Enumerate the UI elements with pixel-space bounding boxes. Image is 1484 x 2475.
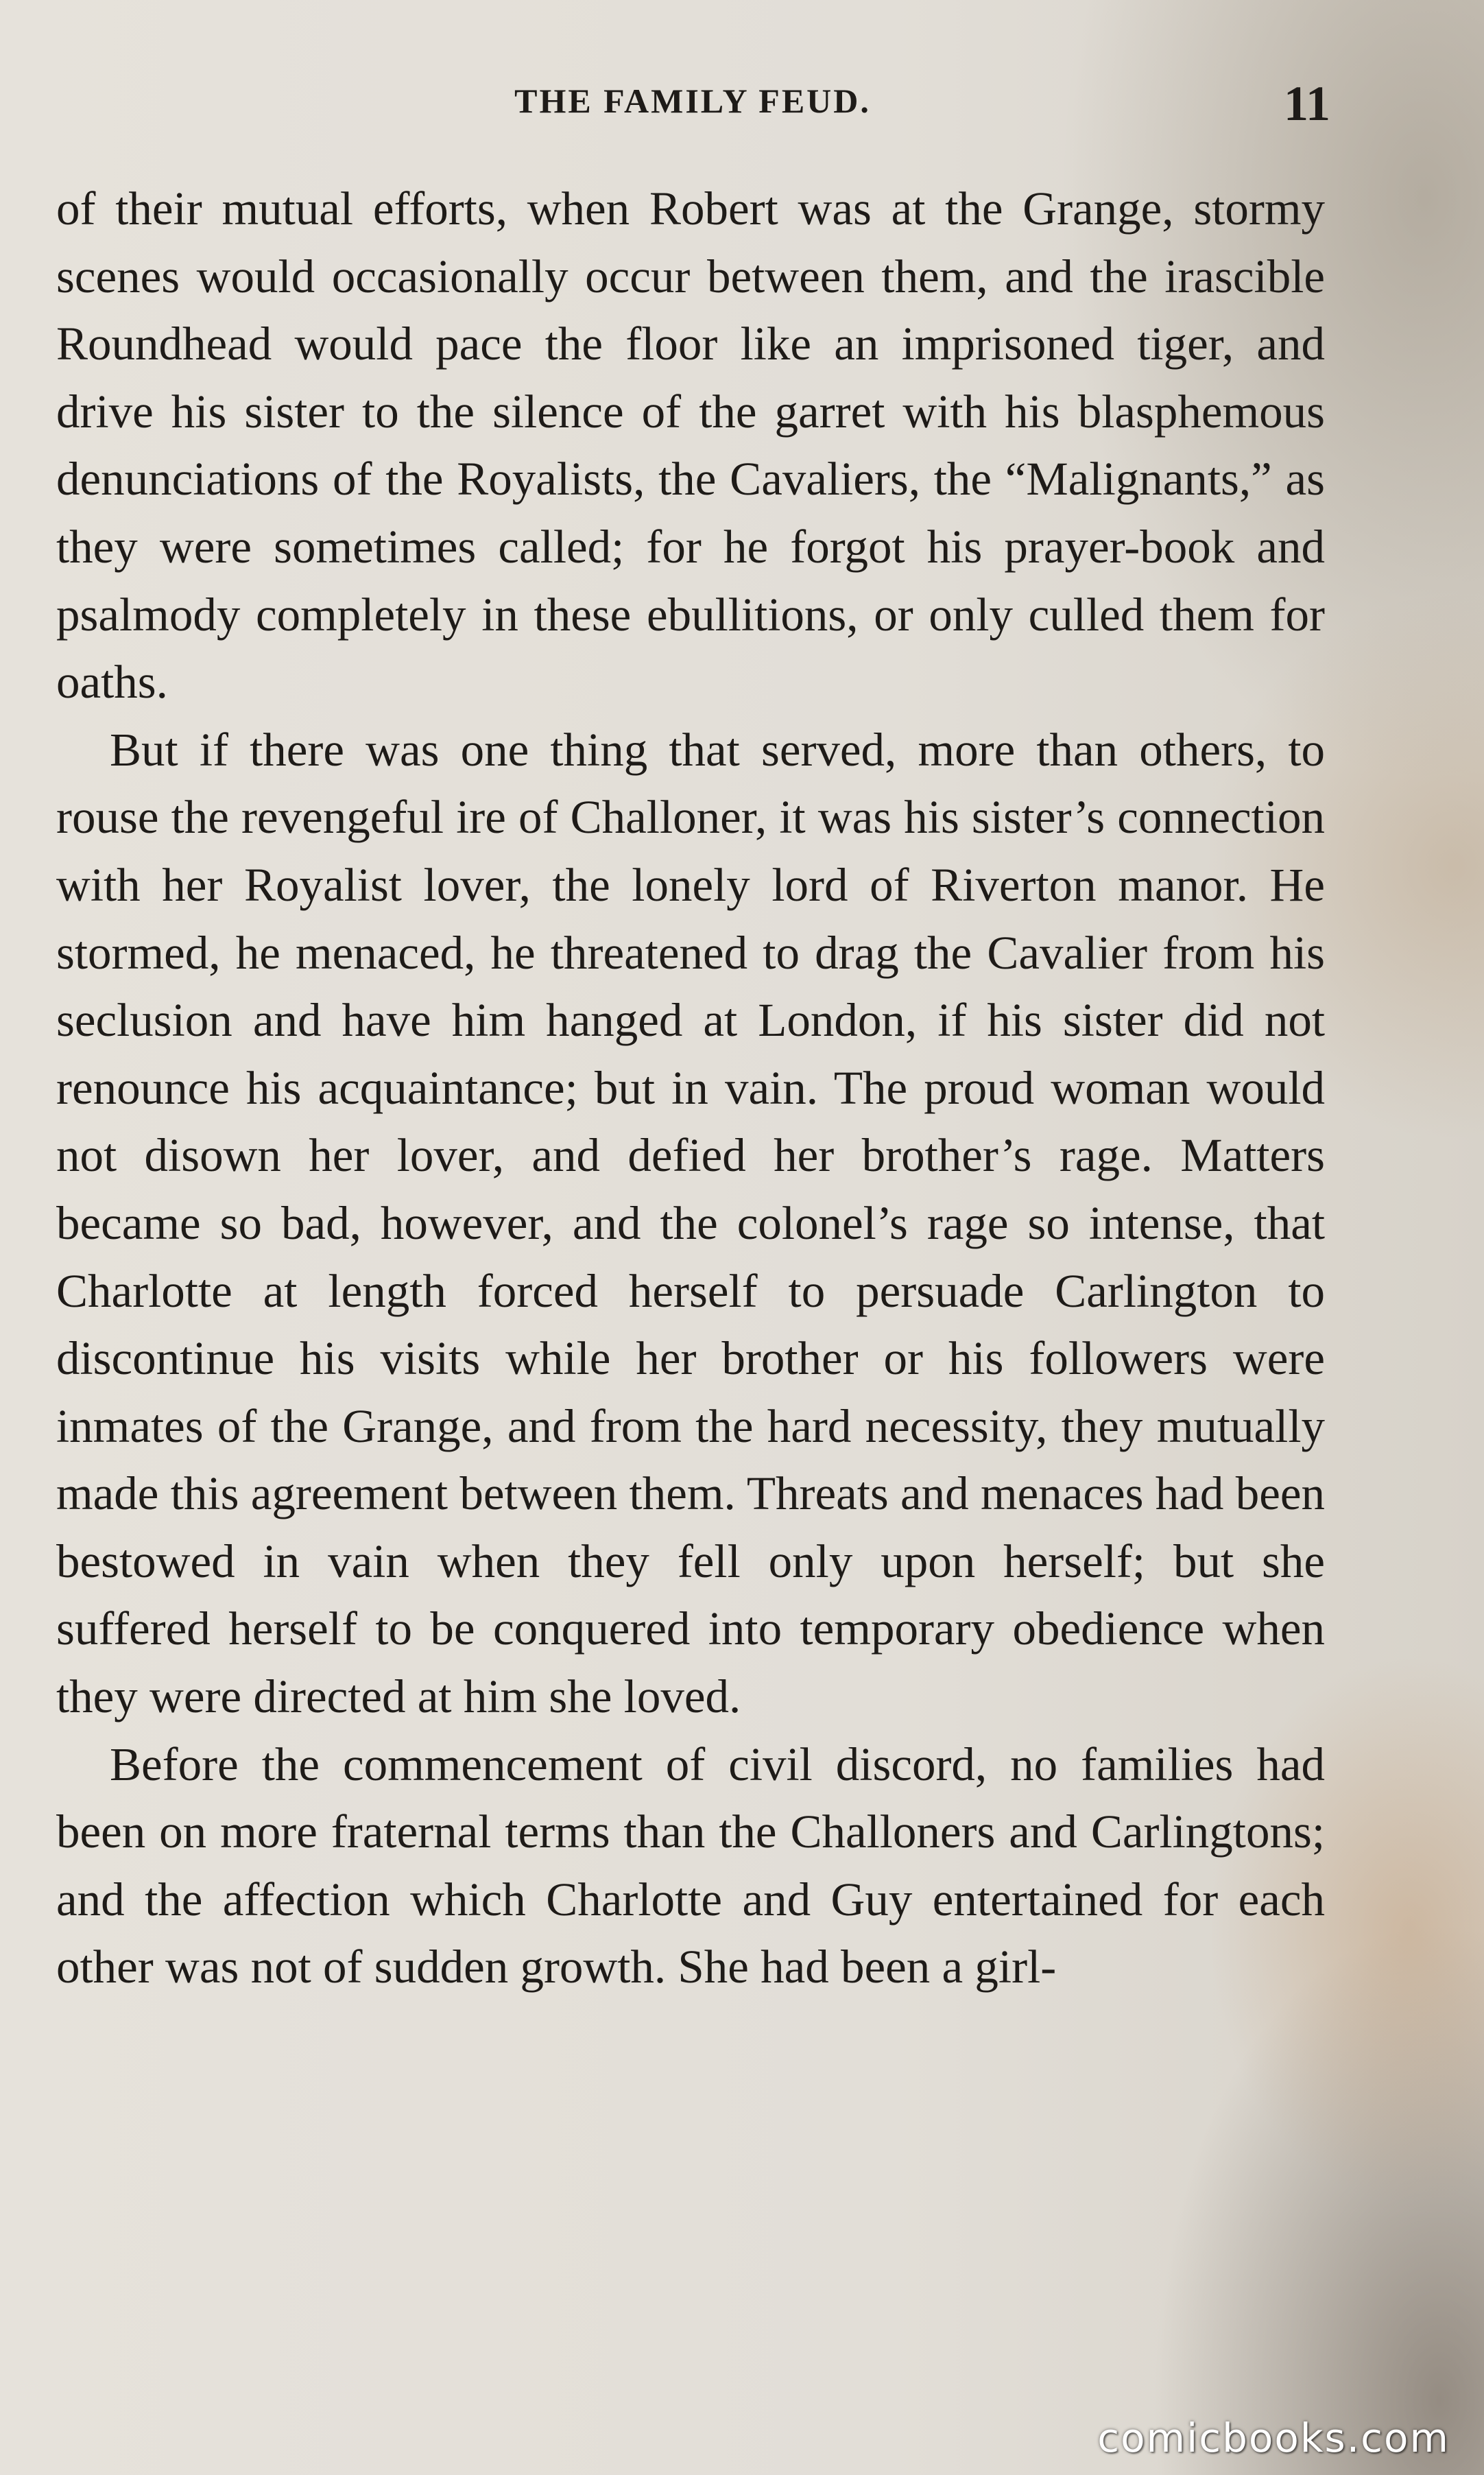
paragraph-3: Before the commencement of civil discord, no families had been on more fraternal terms than the Challoners and Carlingtons; and the affection which Charlotte and Guy entertained for each other was not of sudden growth. She had been a girl- (56, 1738, 1325, 1993)
body-text (56, 175, 1325, 2001)
running-head-title: THE FAMILY FEUD. (514, 82, 871, 120)
paragraph-2: But if there was one thing that served, more than others, to rouse the revengeful ire of Challoner, it was his sister’s connection with her Royalist lover, the lonely lord of Riverton manor. He stormed, he menaced, he threatened to drag the Cavalier from his seclusion and have him hanged at London, if his sister did not renounce his acquaintance; but in vain. The proud woman would not disown her lover, and defied her brother’s rage. Matters became so bad, however, and the colonel’s rage so intense, that Charlotte at length forced herself to persuade Carlington to discontinue his visits while her brother or his followers were inmates of the Grange, and from the hard necessity, they mutually made this agreement between them. Threats and menaces had been bestowed in vain when they fell only upon herself; but she suffered herself to be conquered into temporary obedience when they were directed at him she loved. (56, 723, 1325, 1723)
running-head (55, 75, 1330, 137)
page-number: 11 (1283, 76, 1330, 131)
paragraph-1: of their mutual efforts, when Robert was at the Grange, stormy scenes would occasionally occur between them, and the irascible Roundhead would pace the floor like an imprisoned tiger, and drive his sister to the silence of the garret with his blasphemous denunciations of the Royalists, the Cavaliers, the “Malignants,” as they were sometimes called; for he forgot his prayer-book and psalmody completely in these ebullitions, or only culled them for oaths. (56, 182, 1325, 709)
watermark-text: comicbooks.com (1097, 2415, 1450, 2461)
